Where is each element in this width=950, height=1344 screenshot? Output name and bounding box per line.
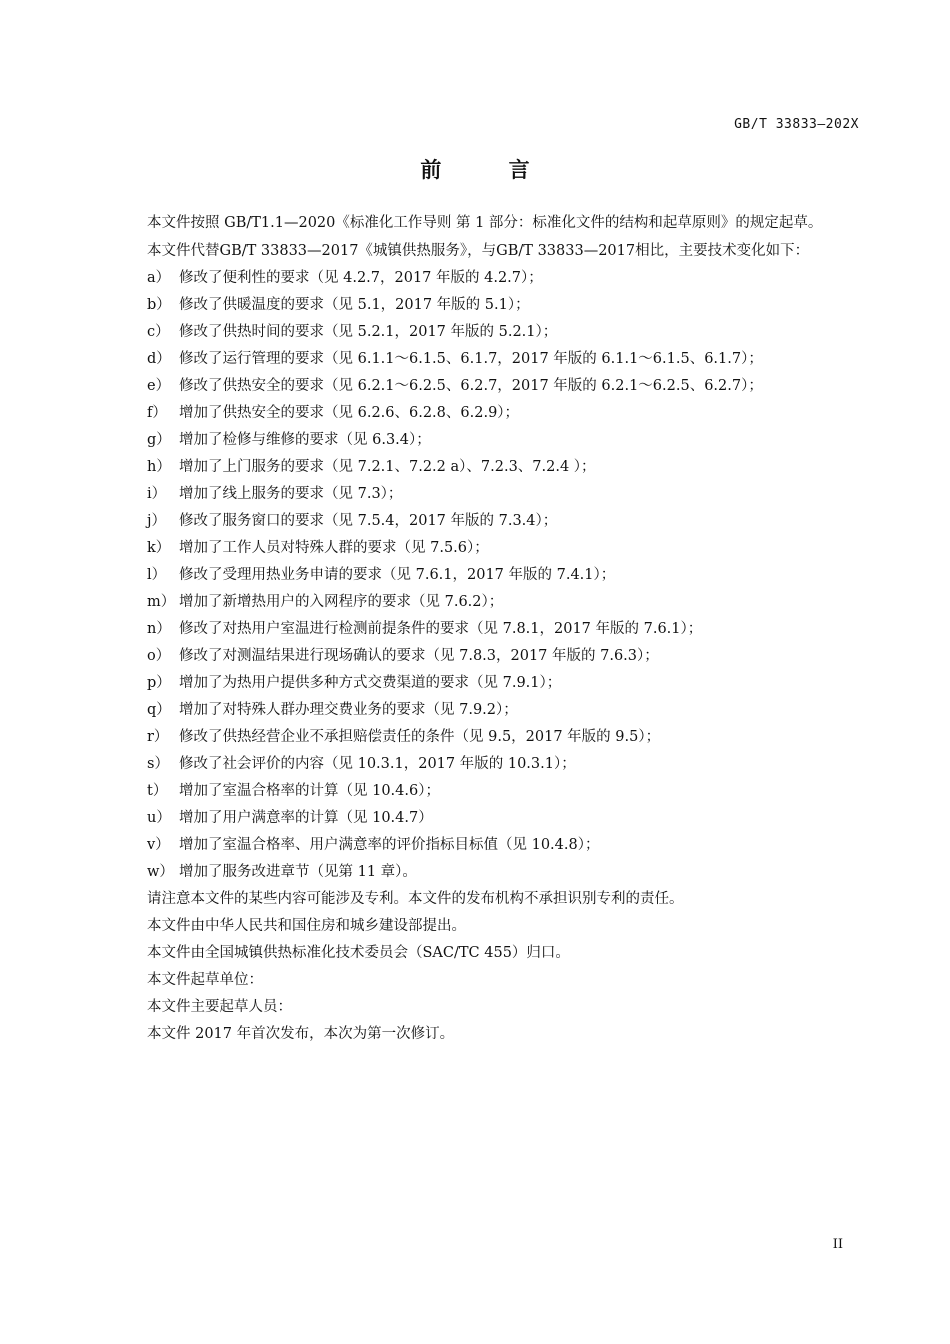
list-marker: e） — [147, 378, 171, 394]
list-item-text: 增加了线上服务的要求（见 7.3）； — [179, 486, 403, 502]
list-item — [126, 697, 862, 724]
list-item — [126, 832, 862, 859]
list-marker: g） — [147, 432, 171, 448]
list-marker: o） — [147, 648, 171, 664]
list-marker: w） — [147, 864, 174, 880]
list-item-text: 增加了室温合格率、用户满意率的评价指标目标值（见 10.4.8）； — [179, 837, 600, 853]
list-marker: m） — [147, 594, 176, 610]
document-code: GB/T 33833—202X — [734, 117, 859, 132]
list-marker: b） — [147, 297, 171, 313]
list-item — [126, 778, 862, 805]
list-item-text: 增加了上门服务的要求（见 7.2.1、7.2.2 a）、7.2.3、7.2.4 ）； — [179, 459, 596, 475]
list-item-text: 增加了服务改进章节（见第 11 章）。 — [179, 864, 417, 880]
list-item-text: 修改了便利性的要求（见 4.2.7，2017 年版的 4.2.7）； — [179, 270, 543, 286]
list-item-text: 增加了为热用户提供多种方式交费渠道的要求（见 7.9.1）； — [179, 675, 562, 691]
list-item — [126, 751, 862, 778]
list-item-text: 修改了供暖温度的要求（见 5.1，2017 年版的 5.1）； — [179, 297, 530, 313]
list-item — [126, 292, 862, 319]
list-marker: a） — [147, 270, 171, 286]
proposed-by: 本文件由中华人民共和国住房和城乡建设部提出。 — [147, 918, 466, 934]
page-title: 前 言 — [420, 158, 560, 182]
list-item — [126, 589, 862, 616]
list-marker: q） — [147, 702, 171, 718]
list-item-text: 修改了对测温结果进行现场确认的要求（见 7.8.3，2017 年版的 7.6.3）； — [179, 648, 659, 664]
list-item-text: 修改了供热安全的要求（见 6.2.1～6.2.5、6.2.7，2017 年版的 6.2.1～6.2.5、6.2.7）； — [179, 378, 763, 394]
list-item — [126, 643, 862, 670]
list-marker: d） — [147, 351, 171, 367]
list-item-text: 修改了运行管理的要求（见 6.1.1～6.1.5、6.1.7，2017 年版的 6.1.1～6.1.5、6.1.7）； — [179, 351, 763, 367]
list-item-text: 增加了室温合格率的计算（见 10.4.6）； — [179, 783, 440, 799]
list-item-text: 增加了供热安全的要求（见 6.2.6、6.2.8、6.2.9）； — [179, 405, 520, 421]
list-item — [126, 319, 862, 346]
list-marker: h） — [147, 459, 171, 475]
intro-paragraph: 本文件按照 GB/T1.1—2020《标准化工作导则 第 1 部分：标准化文件的结构和起草原则》的规定起草。 — [147, 215, 823, 231]
list-item-text: 修改了对热用户室温进行检测前提条件的要求（见 7.8.1，2017 年版的 7.6.1）； — [179, 621, 703, 637]
list-marker: s） — [147, 756, 169, 772]
list-item-text: 增加了用户满意率的计算（见 10.4.7） — [179, 810, 433, 826]
list-item-text: 修改了服务窗口的要求（见 7.5.4，2017 年版的 7.3.4）； — [179, 513, 558, 529]
list-marker: k） — [147, 540, 171, 556]
list-marker: u） — [147, 810, 171, 826]
list-marker: f） — [147, 405, 167, 421]
list-item — [126, 346, 862, 373]
list-item-text: 修改了受理用热业务申请的要求（见 7.6.1，2017 年版的 7.4.1）； — [179, 567, 616, 583]
list-item — [126, 724, 862, 751]
list-marker: n） — [147, 621, 171, 637]
list-item-text: 修改了社会评价的内容（见 10.3.1，2017 年版的 10.3.1）； — [179, 756, 576, 772]
foreword-body — [126, 211, 862, 1048]
list-marker: i） — [147, 486, 167, 502]
list-marker: p） — [147, 675, 171, 691]
list-item — [126, 670, 862, 697]
list-item — [126, 454, 862, 481]
drafting-units: 本文件起草单位： — [147, 972, 263, 988]
main-drafters: 本文件主要起草人员： — [147, 999, 292, 1015]
list-item-text: 增加了检修与维修的要求（见 6.3.4）； — [179, 432, 431, 448]
list-item — [126, 265, 862, 292]
list-marker: j） — [147, 513, 166, 529]
changes-list — [126, 265, 862, 886]
list-marker: l） — [147, 567, 167, 583]
list-item — [126, 400, 862, 427]
list-item-text: 修改了供热时间的要求（见 5.2.1，2017 年版的 5.2.1）； — [179, 324, 558, 340]
list-item-text: 增加了工作人员对特殊人群的要求（见 7.5.6）； — [179, 540, 489, 556]
page-number: II — [832, 1237, 843, 1252]
list-item-text: 增加了对特殊人群办理交费业务的要求（见 7.9.2）； — [179, 702, 518, 718]
list-item — [126, 562, 862, 589]
list-marker: v） — [147, 837, 170, 853]
publication-history: 本文件 2017 年首次发布，本次为第一次修订。 — [147, 1026, 455, 1042]
list-item-text: 增加了新增热用户的入网程序的要求（见 7.6.2）； — [179, 594, 504, 610]
list-item — [126, 859, 862, 886]
list-item-text: 修改了供热经营企业不承担赔偿责任的条件（见 9.5，2017 年版的 9.5）； — [179, 729, 661, 745]
replacement-paragraph: 本文件代替GB/T 33833—2017《城镇供热服务》，与GB/T 33833—2017相比，主要技术变化如下： — [147, 243, 810, 259]
patent-notice: 请注意本文件的某些内容可能涉及专利。本文件的发布机构不承担识别专利的责任。 — [147, 891, 684, 907]
list-item — [126, 805, 862, 832]
list-item — [126, 427, 862, 454]
list-item — [126, 535, 862, 562]
list-item — [126, 373, 862, 400]
list-marker: t） — [147, 783, 168, 799]
list-item — [126, 616, 862, 643]
centralized-by: 本文件由全国城镇供热标准化技术委员会（SAC/TC 455）归口。 — [147, 945, 570, 961]
list-item — [126, 508, 862, 535]
list-marker: c） — [147, 324, 170, 340]
list-item — [126, 481, 862, 508]
list-marker: r） — [147, 729, 169, 745]
